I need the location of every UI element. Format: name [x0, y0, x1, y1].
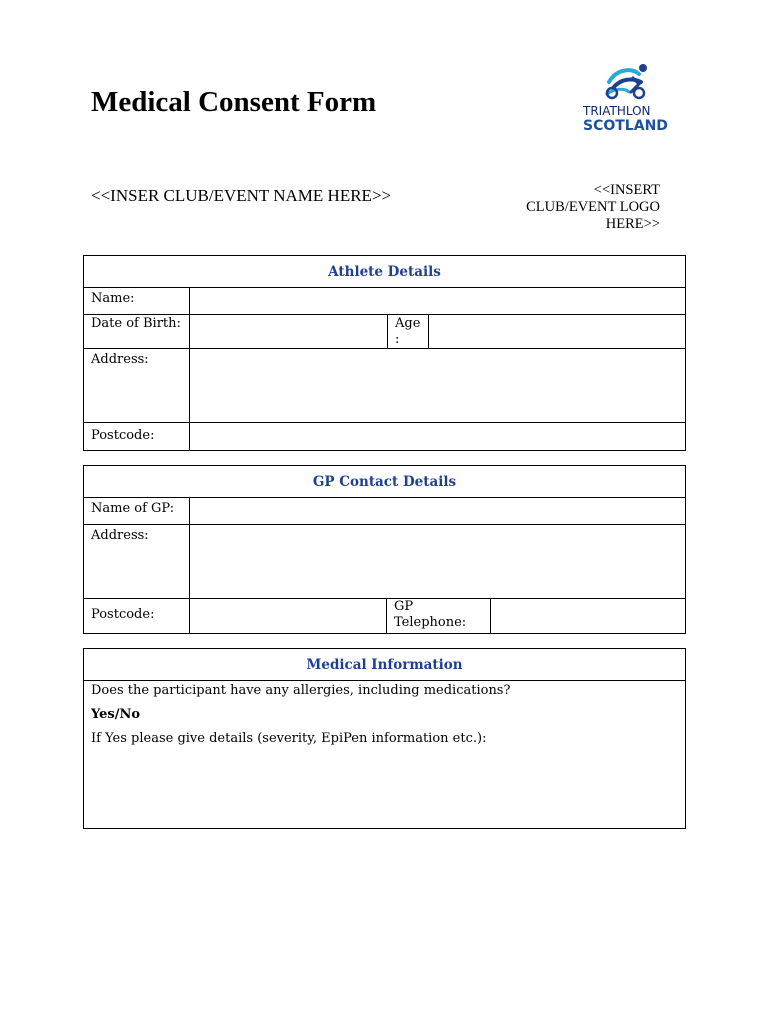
age-field[interactable]	[429, 315, 685, 348]
gp-telephone-label: GP Telephone:	[387, 599, 491, 633]
gp-address-field[interactable]	[190, 525, 685, 598]
athlete-name-label: Name:	[84, 288, 190, 314]
age-label: Age :	[388, 315, 429, 348]
athlete-details-heading: Athlete Details	[84, 256, 685, 288]
triathlete-icon	[603, 62, 651, 100]
page-title: Medical Consent Form	[91, 86, 377, 118]
athlete-address-label: Address:	[84, 349, 190, 422]
gp-name-row	[84, 498, 685, 525]
allergy-details-prompt: If Yes please give details (severity, EpiPen information etc.):	[91, 731, 487, 746]
medical-info-body[interactable]	[84, 681, 685, 757]
gp-name-label: Name of GP:	[84, 498, 190, 524]
allergy-question: Does the participant have any allergies, including medications?	[91, 683, 511, 698]
medical-info-section	[83, 648, 686, 829]
athlete-name-row	[84, 288, 685, 315]
athlete-name-field[interactable]	[190, 288, 685, 314]
gp-name-field[interactable]	[190, 498, 685, 524]
athlete-postcode-field[interactable]	[190, 423, 685, 450]
athlete-postcode-label: Postcode:	[84, 423, 190, 450]
medical-info-heading: Medical Information	[84, 649, 685, 681]
gp-postcode-row	[84, 599, 685, 633]
logo-placeholder-line: CLUB/EVENT LOGO	[526, 199, 660, 215]
club-logo-placeholder	[490, 182, 660, 233]
gp-telephone-field[interactable]	[491, 599, 685, 633]
athlete-address-row	[84, 349, 685, 423]
gp-contact-heading: GP Contact Details	[84, 466, 685, 498]
dob-field[interactable]	[190, 315, 388, 348]
gp-contact-section	[83, 465, 686, 634]
dob-label: Date of Birth:	[84, 315, 190, 348]
logo-placeholder-line: HERE>>	[605, 216, 660, 232]
yes-no-option[interactable]: Yes/No	[91, 707, 141, 722]
gp-postcode-field[interactable]	[190, 599, 387, 633]
athlete-dob-row	[84, 315, 685, 349]
athlete-postcode-row	[84, 423, 685, 450]
logo-word-triathlon: TRIATHLON	[583, 104, 651, 118]
gp-address-row	[84, 525, 685, 599]
athlete-details-section	[83, 255, 686, 451]
gp-postcode-label: Postcode:	[84, 599, 190, 633]
gp-address-label: Address:	[84, 525, 190, 598]
athlete-address-field[interactable]	[190, 349, 685, 422]
logo-placeholder-line: <<INSERT	[593, 182, 660, 198]
triathlon-scotland-logo	[583, 62, 667, 136]
logo-word-scotland: SCOTLAND	[583, 118, 668, 134]
club-event-name-placeholder: <<INSER CLUB/EVENT NAME HERE>>	[91, 186, 392, 205]
